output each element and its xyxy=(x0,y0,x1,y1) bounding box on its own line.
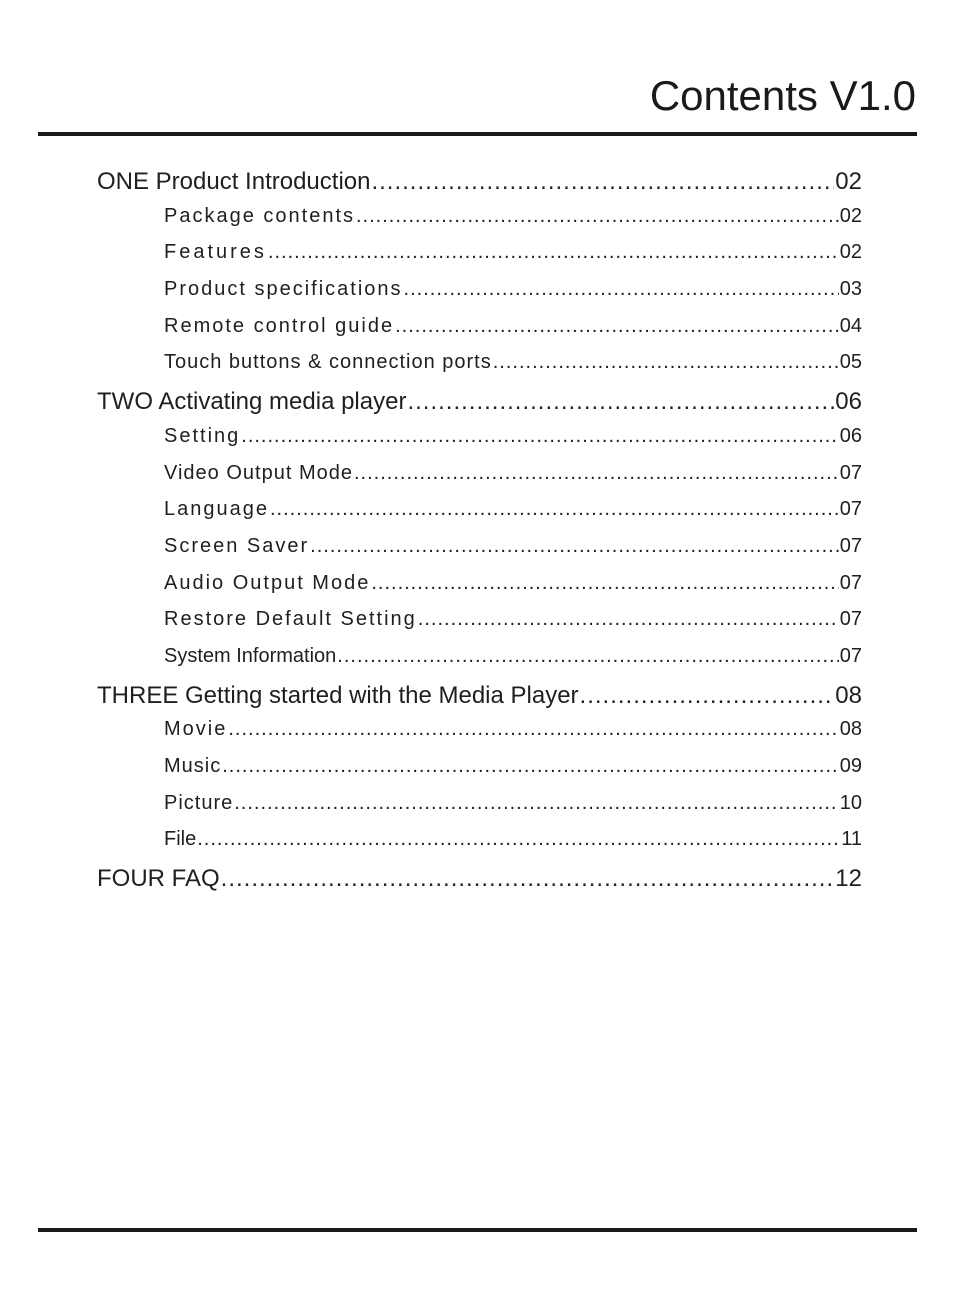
toc-section-product-specifications[interactable] xyxy=(97,278,862,315)
toc-chapter-three[interactable] xyxy=(97,682,862,719)
toc-entry-title: Product specifications xyxy=(164,278,403,301)
toc-section-movie[interactable] xyxy=(97,718,862,755)
toc-entry-page: 07 xyxy=(839,534,862,557)
toc-section-picture[interactable] xyxy=(97,792,862,829)
toc-entry-title: Setting xyxy=(164,424,241,447)
toc-section-system-information[interactable] xyxy=(97,645,862,682)
toc-entry-page: 11 xyxy=(841,828,862,851)
toc-section-screen-saver[interactable] xyxy=(97,535,862,572)
toc-chapter-four[interactable] xyxy=(97,865,862,902)
toc-entry-title: ONE Product Introduction xyxy=(97,168,371,195)
toc-entry-title: Music xyxy=(164,755,222,777)
toc-entry-page: 08 xyxy=(839,718,862,741)
toc-entry-page: 07 xyxy=(839,608,862,631)
toc-entry-page: 07 xyxy=(839,644,862,667)
dot-leader xyxy=(356,205,839,228)
toc-entry-page: 02 xyxy=(839,241,862,264)
toc-entry-page: 10 xyxy=(839,791,862,814)
toc-entry-page: 12 xyxy=(835,865,862,893)
toc-entry-title: Restore Default Setting xyxy=(164,608,417,631)
top-divider xyxy=(38,132,917,136)
toc-entry-title: Touch buttons & connection ports xyxy=(164,351,492,374)
toc-entry-page: 06 xyxy=(839,424,862,447)
dot-leader xyxy=(197,828,840,851)
dot-leader xyxy=(580,682,835,710)
dot-leader xyxy=(407,388,834,416)
dot-leader xyxy=(418,608,839,631)
toc-entry-page: 06 xyxy=(835,388,862,416)
toc-entry-page: 02 xyxy=(835,168,862,195)
dot-leader xyxy=(354,462,839,485)
toc-section-remote-control-guide[interactable] xyxy=(97,315,862,352)
toc-entry-page: 04 xyxy=(839,314,862,337)
toc-section-file[interactable] xyxy=(97,828,862,865)
toc-section-touch-buttons[interactable] xyxy=(97,351,862,388)
toc-section-package-contents[interactable] xyxy=(97,205,862,242)
toc-section-language[interactable] xyxy=(97,498,862,535)
toc-entry-title: File xyxy=(164,828,197,851)
toc-entry-page: 08 xyxy=(835,681,862,709)
toc-entry-title: Screen Saver xyxy=(164,534,310,557)
dot-leader xyxy=(234,792,839,815)
dot-leader xyxy=(270,498,839,521)
toc-entry-title: Video Output Mode xyxy=(164,461,353,484)
toc-entry-page: 03 xyxy=(839,278,862,301)
dot-leader xyxy=(228,718,838,741)
page-title: Contents V1.0 xyxy=(649,72,916,119)
toc-entry-page: 05 xyxy=(839,351,862,374)
dot-leader xyxy=(241,425,838,448)
toc-entry-title: System Information xyxy=(164,644,337,667)
toc-entry-title: THREE Getting started with the Media Player xyxy=(97,681,579,709)
toc-entry-page: 07 xyxy=(839,498,862,521)
toc-entry-title: Audio Output Mode xyxy=(164,571,371,594)
toc-entry-title: Picture xyxy=(164,791,234,814)
toc-entry-title: Movie xyxy=(164,718,228,741)
toc-entry-title: TWO Activating media player xyxy=(97,388,407,416)
toc-section-restore-default[interactable] xyxy=(97,608,862,645)
dot-leader xyxy=(371,572,838,595)
toc-entry-page: 07 xyxy=(839,571,862,594)
table-of-contents xyxy=(97,168,862,902)
toc-entry-page: 07 xyxy=(839,461,862,484)
toc-section-audio-output-mode[interactable] xyxy=(97,572,862,609)
toc-entry-title: Language xyxy=(164,498,269,521)
dot-leader xyxy=(371,168,834,196)
toc-chapter-one[interactable] xyxy=(97,168,862,205)
toc-section-setting[interactable] xyxy=(97,425,862,462)
dot-leader xyxy=(493,351,839,374)
toc-entry-title: Package contents xyxy=(164,204,355,227)
toc-entry-page: 02 xyxy=(839,204,862,227)
toc-entry-title: Remote control guide xyxy=(164,314,395,337)
toc-entry-page: 09 xyxy=(839,755,862,777)
toc-section-features[interactable] xyxy=(97,241,862,278)
dot-leader xyxy=(221,865,835,893)
dot-leader xyxy=(337,645,838,668)
toc-entry-title: Features xyxy=(164,241,267,264)
bottom-divider xyxy=(38,1228,917,1232)
dot-leader xyxy=(404,278,839,301)
dot-leader xyxy=(310,535,839,558)
dot-leader xyxy=(268,241,839,264)
dot-leader xyxy=(395,315,839,338)
toc-section-music[interactable] xyxy=(97,755,862,792)
toc-section-video-output-mode[interactable] xyxy=(97,462,862,499)
toc-chapter-two[interactable] xyxy=(97,388,862,425)
toc-entry-title: FOUR FAQ xyxy=(97,865,220,893)
dot-leader xyxy=(222,755,839,778)
